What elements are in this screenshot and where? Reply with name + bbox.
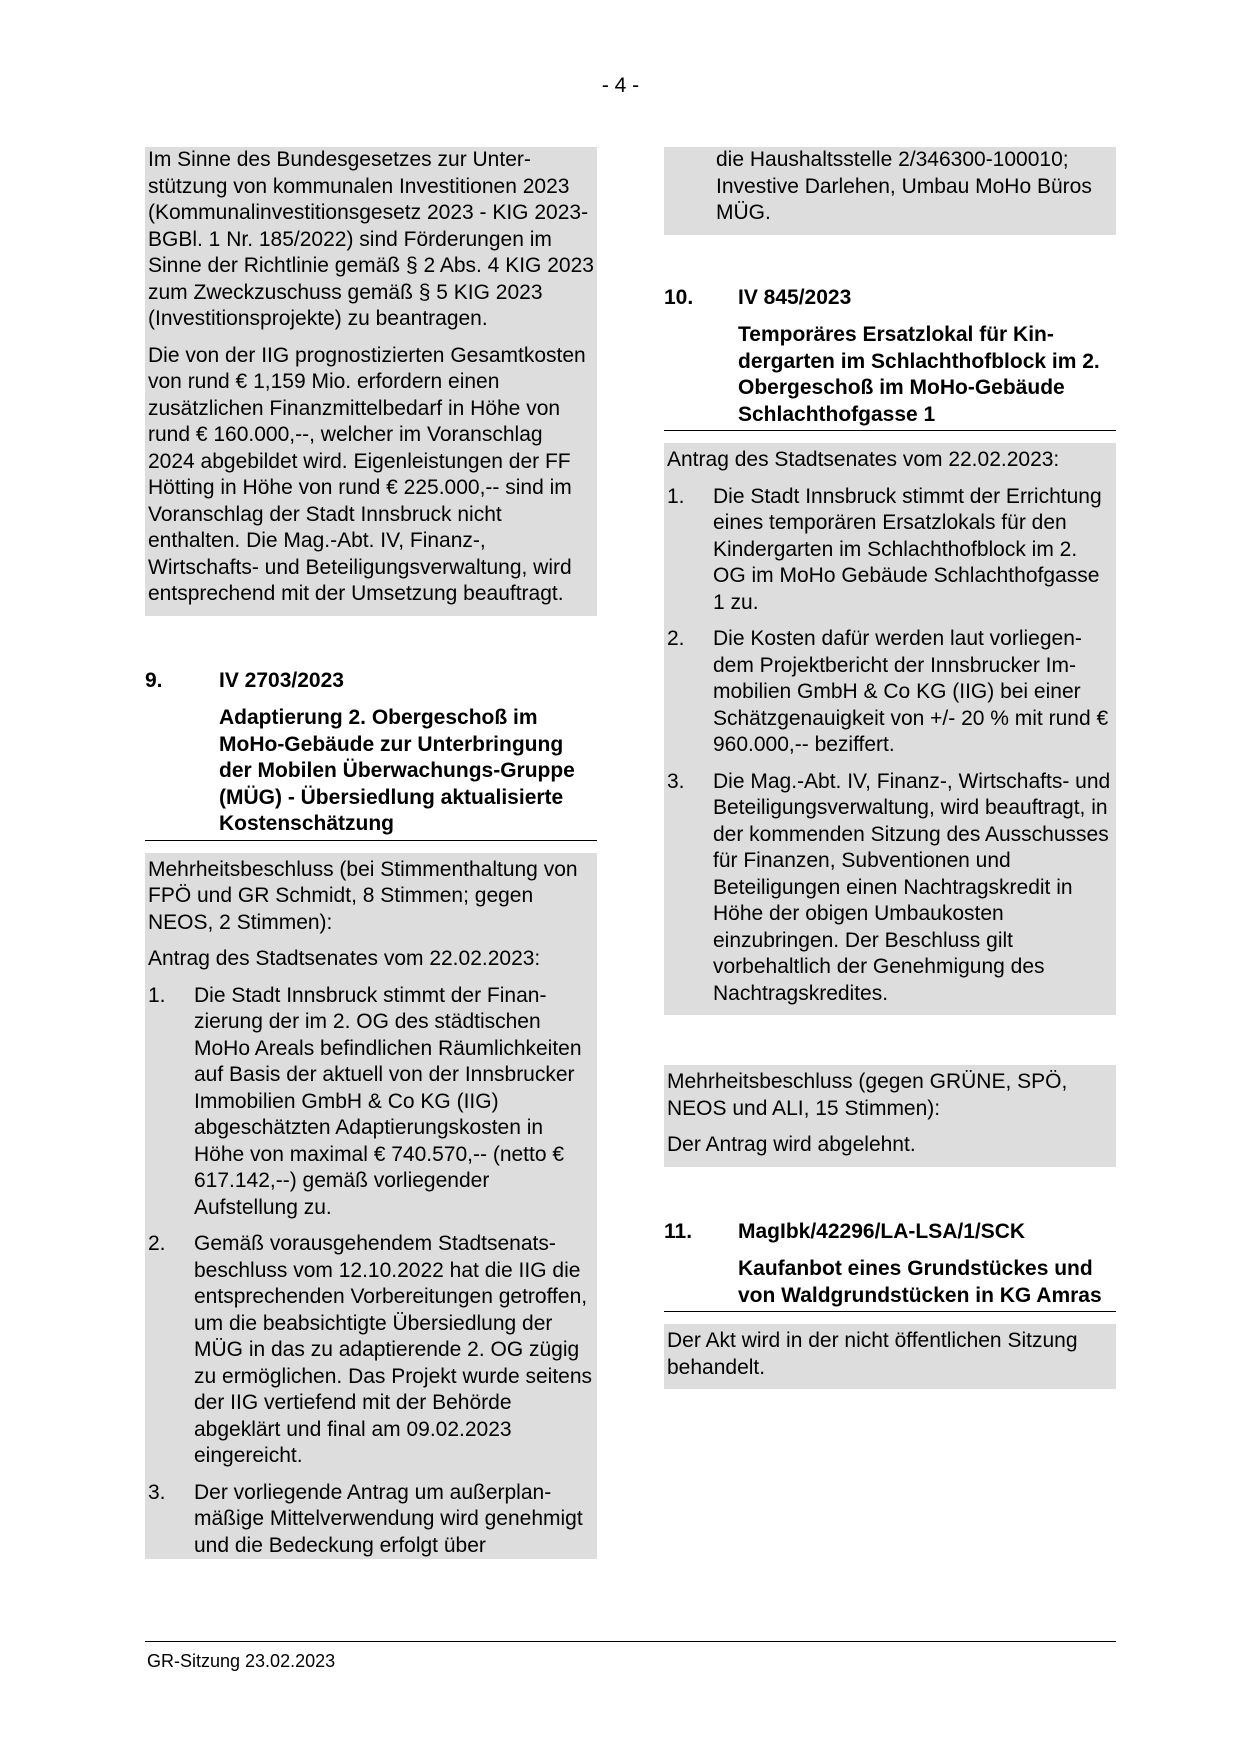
item-9 <box>145 668 597 1560</box>
item-9-title: Adaptierung 2. Obergeschoß im MoHo-Gebäude zur Unterbringung der Mobilen Überwachungs-Gruppe (MÜG) - Übersiedlung aktualisierte Kostenschätzung <box>145 705 597 841</box>
item-9-body <box>145 853 597 1560</box>
item-10-title: Temporäres Ersatzlokal für Kindergarten im Schlachthofblock im 2. Obergeschoß im MoHo-Gebäude Schlachthofgasse 1 <box>664 322 1116 431</box>
item-10-point-1 <box>667 484 1113 627</box>
right-column <box>664 147 1116 1389</box>
item-9-motion: Antrag des Stadtsenates vom 22.02.2023: <box>148 947 541 970</box>
item-10-point-1-text: Die Stadt Innsbruck stimmt der Errichtung eines temporären Ersatzlokals für den Kindergarten im Schlachthofblock im 2. OG im MoHo Gebäude Schlachthofgasse 1 zu. <box>713 484 1102 614</box>
item-11-title: Kaufanbot eines Grundstückes und von Waldgrundstücken in KG Amras <box>664 1256 1116 1312</box>
intro-paragraph-2: Die von der IIG prognostizierten Gesamtkosten von rund € 1,159 Mio. erfordern einen zusätzlichen Finanzmittelbedarf in Höhe von rund € 160.000,--, welcher im Voranschlag 2024 abgebildet wird. Eigenleistungen der FF Hötting in Höhe von rund € 225.000,-- sind im Voranschlag der Stadt Innsbruck nicht enthalten. Die Mag.-Abt. IV, Finanz-, Wirtschafts- und Beteiligungsverwaltung, wird entsprechend mit der Umsetzung beauftragt. <box>148 343 586 605</box>
item-10-point-3-text: Die Mag.-Abt. IV, Finanz-, Wirtschafts- und Beteiligungsverwaltung, wird beauftragt, in der kommenden Sitzung des Ausschusses für Finanzen, Subventionen und Beteiligungen einen Nachtragskredit in Höhe der obigen Umbaukosten einzubringen. Der Beschluss gilt vorbehaltlich der Genehmigung des Nachtragskredites. <box>713 769 1111 1005</box>
item-10-outcome: Der Antrag wird abgelehnt. <box>667 1133 916 1156</box>
item-10-point-2-number: 2. <box>667 627 685 650</box>
item-10-point-2 <box>667 626 1113 769</box>
item-9-point-3-number: 3. <box>148 1480 166 1504</box>
item-10-heading <box>664 285 1116 312</box>
item-11-note: Der Akt wird in der nicht öffentlichen Sitzung behandelt. <box>667 1329 1078 1379</box>
item-9-code: IV 2703/2023 <box>219 668 344 692</box>
item-10-body <box>664 443 1116 1015</box>
intro-paragraph-1: Im Sinne des Bundesgesetzes zur Unterstützung von kommunalen Investitionen 2023 (Kommunalinvestitionsgesetz 2023 - KIG 2023- BGBl. 1 Nr. 185/2022) sind Förderungen im Sinne der Richtlinie gemäß § 2 Abs. 4 KIG 2023 zum Zweckzuschuss gemäß § 5 KIG 2023 (Investitionsprojekte) zu beantragen. <box>148 148 594 330</box>
item-11-body <box>664 1324 1116 1389</box>
item-10-point-2-text: Die Kosten dafür werden laut vorliegendem Projektbericht der Innsbrucker Immobilien GmbH & Co KG (IIG) bei einer Schätzgenauigkeit von +/- 20 % mit rund € 960.000,-- beziffert. <box>713 627 1109 756</box>
item-10-point-1-number: 1. <box>667 484 685 508</box>
footer-text: GR-Sitzung 23.02.2023 <box>147 1651 336 1671</box>
item-10-resolution: Mehrheitsbeschluss (gegen GRÜNE, SPÖ, NEOS und ALI, 15 Stimmen): <box>667 1070 1068 1120</box>
item-9-point-2-text: Gemäß vorausgehendem Stadtsenatsbeschluss vom 12.10.2022 hat die IIG die entsprechenden Vorbereitungen getroffen, um die beabsichtigte Übersiedlung der MÜG in das zu adaptierende 2. OG zügig zu ermöglichen. Das Projekt wurde seitens der IIG vertiefend mit der Behörde abgeklärt und final am 09.02.2023 eingereicht. <box>194 1232 593 1467</box>
item-11 <box>664 1219 1116 1390</box>
item-9-point-1-text: Die Stadt Innsbruck stimmt der Finanzierung der im 2. OG des städtischen MoHo Areals befindlichen Räumlichkeiten auf Basis der aktuell von der Innsbrucker Immobilien GmbH & Co KG (IIG) abgeschätzten Adaptierungskosten in Höhe von maximal € 740.570,-- (netto € 617.142,--) gemäß vorliegender Aufstellung zu. <box>194 983 582 1219</box>
item-11-heading <box>664 1219 1116 1246</box>
item-9-heading <box>145 668 597 695</box>
item-10-number: 10. <box>664 285 694 309</box>
item-10-point-3-number: 3. <box>667 769 685 793</box>
page-number: - 4 - <box>601 74 640 97</box>
item-11-number: 11. <box>664 1219 693 1243</box>
item-10-result-box <box>664 1065 1116 1167</box>
continuation-text: die Haushaltsstelle 2/346300-100010; Investive Darlehen, Umbau MoHo Büros MÜG. <box>716 148 1092 224</box>
item-9-point-3 <box>148 1480 594 1560</box>
item-9-number: 9. <box>145 668 163 692</box>
left-column <box>145 147 597 1559</box>
intro-box <box>145 147 597 616</box>
item-9-point-2 <box>148 1231 594 1480</box>
footer-divider <box>145 1641 1116 1642</box>
continuation-box <box>664 147 1116 235</box>
item-10-point-3 <box>667 769 1113 1008</box>
item-10 <box>664 285 1116 1167</box>
item-9-point-2-number: 2. <box>148 1232 166 1255</box>
item-11-code: MagIbk/42296/LA-LSA/1/SCK <box>738 1219 1026 1243</box>
item-9-point-1-number: 1. <box>148 983 166 1007</box>
item-9-point-1 <box>148 983 594 1232</box>
item-10-motion: Antrag des Stadtsenates vom 22.02.2023: <box>667 448 1060 471</box>
item-9-point-3-text: Der vorliegende Antrag um außerplanmäßige Mittelverwendung wird genehmigt und die Bedeckung erfolgt über <box>194 1480 583 1557</box>
item-9-resolution: Mehrheitsbeschluss (bei Stimmenthaltung von FPÖ und GR Schmidt, 8 Stimmen; gegen NEOS, 2 Stimmen): <box>148 857 578 934</box>
item-10-code: IV 845/2023 <box>738 285 852 309</box>
